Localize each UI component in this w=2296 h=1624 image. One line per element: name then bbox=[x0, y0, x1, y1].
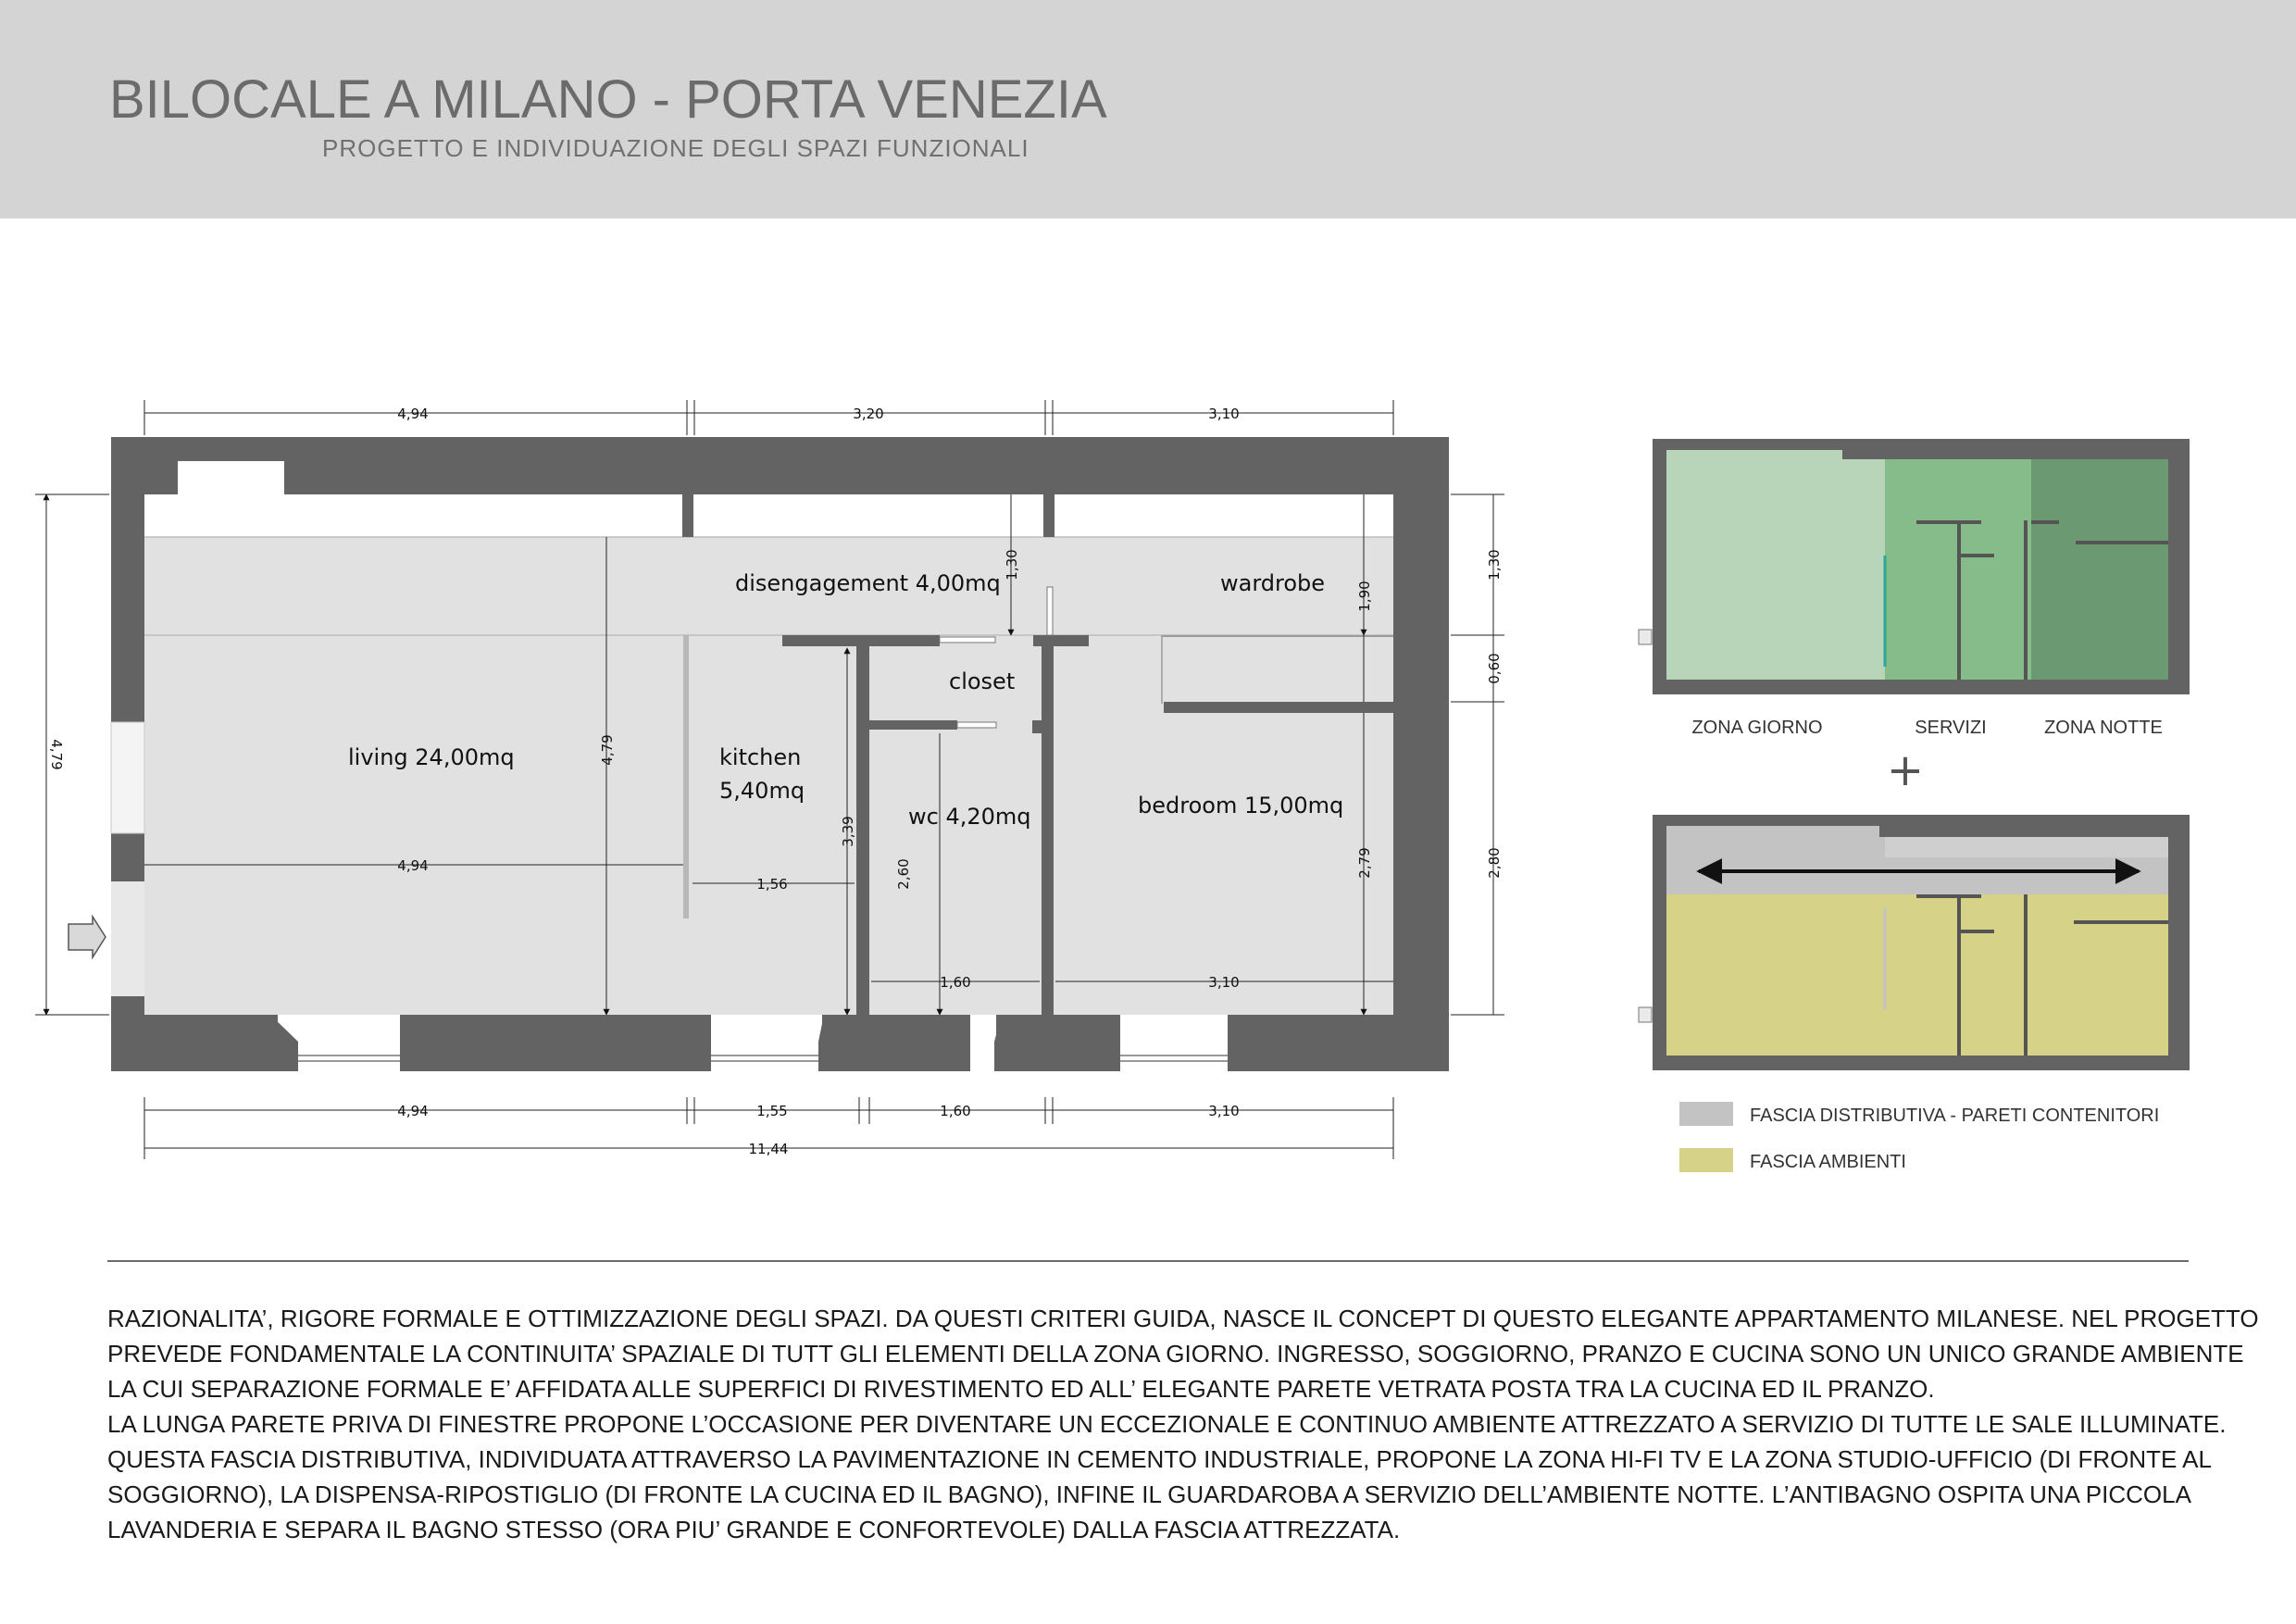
dim-right-1: 1,30 bbox=[1486, 549, 1503, 581]
dim-bottom-1: 4,94 bbox=[397, 1103, 429, 1119]
description-line: LA CUI SEPARAZIONE FORMALE E’ AFFIDATA ALLE SUPERFICI DI RIVESTIMENTO ED ALL’ ELEGANTE PARETE VETRATA POSTA TRA LA CUCINA ED IL PRANZO. bbox=[107, 1375, 1935, 1403]
dim-left-height: 4,79 bbox=[48, 739, 65, 770]
dim-kitchen-width: 1,56 bbox=[756, 876, 788, 893]
legend-label-distributiva: FASCIA DISTRIBUTIVA - PARETI CONTENITORI bbox=[1750, 1106, 2160, 1126]
room-label-wardrobe: wardrobe bbox=[1220, 570, 1326, 596]
room-label-disengagement: disengagement 4,00mq bbox=[735, 570, 1001, 596]
dim-living-width: 4,94 bbox=[397, 857, 429, 874]
dim-bottom-4: 3,10 bbox=[1208, 1103, 1240, 1119]
dim-bottom-3: 1,60 bbox=[940, 1103, 971, 1119]
page-title: BILOCALE A MILANO - PORTA VENEZIA bbox=[109, 69, 1107, 130]
zone-giorno-area bbox=[1666, 459, 1885, 680]
room-label-wc: wc 4,20mq bbox=[908, 804, 1031, 830]
dim-right-2: 0,60 bbox=[1486, 653, 1503, 684]
description-line: RAZIONALITA’, RIGORE FORMALE E OTTIMIZZAZIONE DEGLI SPAZI. DA QUESTI CRITERI GUIDA, NASCE IL CONCEPT DI QUESTO ELEGANTE APPARTAMENTO MILANESE. NEL PROGETTO bbox=[107, 1305, 2259, 1332]
description-line: SOGGIORNO), LA DISPENSA-RIPOSTIGLIO (DI FRONTE LA CUCINA ED IL BAGNO), INFINE IL GUARDAROBA A SERVIZIO DELL’AMBIENTE NOTTE. L’ANTIBAGNO OSPITA UNA PICCOLA bbox=[107, 1480, 2191, 1508]
legend-label-ambienti: FASCIA AMBIENTI bbox=[1750, 1152, 1906, 1172]
description-line: LAVANDERIA E SEPARA IL BAGNO STESSO (ORA PIU’ GRANDE E CONFORTEVOLE) DALLA FASCIA ATTREZZATA. bbox=[107, 1516, 1401, 1543]
page-subtitle: PROGETTO E INDIVIDUAZIONE DEGLI SPAZI FUNZIONALI bbox=[322, 134, 1029, 162]
entrance-arrow-icon bbox=[69, 917, 106, 957]
strips-diagram bbox=[1639, 815, 2190, 1070]
glass-partition bbox=[683, 635, 689, 918]
dim-top-3: 3,10 bbox=[1208, 406, 1240, 422]
dim-wardrobe-height: 1,90 bbox=[1356, 581, 1373, 612]
room-label-kitchen: kitchen bbox=[719, 744, 802, 770]
dim-bedroom-width: 3,10 bbox=[1208, 974, 1240, 991]
dim-top-1: 4,94 bbox=[397, 406, 429, 422]
legend-swatch-ambienti bbox=[1679, 1148, 1733, 1172]
description-line: LA LUNGA PARETE PRIVA DI FINESTRE PROPONE L’OCCASIONE PER DIVENTARE UN ECCEZIONALE E CONTINUO AMBIENTE ATTREZZATO A SERVIZIO DI TUTTE LE SALE ILLUMINATE. bbox=[107, 1410, 2227, 1438]
dim-total: 11,44 bbox=[748, 1141, 789, 1157]
zones-diagram bbox=[1639, 439, 2190, 796]
top-wall-recess bbox=[178, 461, 284, 496]
dim-living-height: 4,79 bbox=[599, 734, 616, 766]
dim-top-2: 3,20 bbox=[853, 406, 884, 422]
floor-plan bbox=[35, 400, 1504, 1159]
room-label-living: living 24,00mq bbox=[348, 744, 515, 770]
dim-bottom-2: 1,55 bbox=[756, 1103, 788, 1119]
zone-label-notte: ZONA NOTTE bbox=[2044, 718, 2163, 738]
zone-label-giorno: ZONA GIORNO bbox=[1691, 718, 1823, 738]
strip-ambienti-area bbox=[1666, 894, 2168, 1056]
zone-label-servizi: SERVIZI bbox=[1915, 718, 1987, 738]
dim-wc-width: 1,60 bbox=[940, 974, 971, 991]
room-label-bedroom: bedroom 15,00mq bbox=[1138, 793, 1344, 818]
entrance-door-opening bbox=[111, 881, 144, 996]
dim-wc-height: 2,60 bbox=[895, 858, 912, 890]
dim-kitchen-height: 3,39 bbox=[840, 816, 856, 847]
dim-disengagement-height: 1,30 bbox=[1004, 549, 1020, 581]
dim-bedroom-height: 2,79 bbox=[1356, 847, 1373, 879]
top-cabinet-strip bbox=[144, 494, 1393, 537]
description-line: PREVEDE FONDAMENTALE LA CONTINUITA’ SPAZIALE DI TUTT GLI ELEMENTI DELLA ZONA GIORNO. INGRESSO, SOGGIORNO, PRANZO E CUCINA SONO UN UNICO GRANDE AMBIENTE bbox=[107, 1340, 2244, 1368]
legend-swatch-distributiva bbox=[1679, 1102, 1733, 1126]
dim-right-3: 2,80 bbox=[1486, 847, 1503, 879]
room-label-closet: closet bbox=[949, 668, 1016, 694]
project-description bbox=[107, 1301, 2259, 1547]
legend bbox=[1679, 1102, 2159, 1172]
description-line: QUESTA FASCIA DISTRIBUTIVA, INDIVIDUATA ATTRAVERSO LA PAVIMENTAZIONE IN CEMENTO INDUSTRIALE, PROPONE LA ZONA HI-FI TV E LA ZONA STUDIO-UFFICIO (DI FRONTE AL bbox=[107, 1445, 2212, 1473]
room-label-kitchen-area: 5,40mq bbox=[719, 778, 805, 804]
plus-sign: + bbox=[1886, 744, 1925, 796]
section-divider bbox=[107, 1260, 2189, 1262]
zone-notte-area bbox=[2031, 459, 2168, 680]
